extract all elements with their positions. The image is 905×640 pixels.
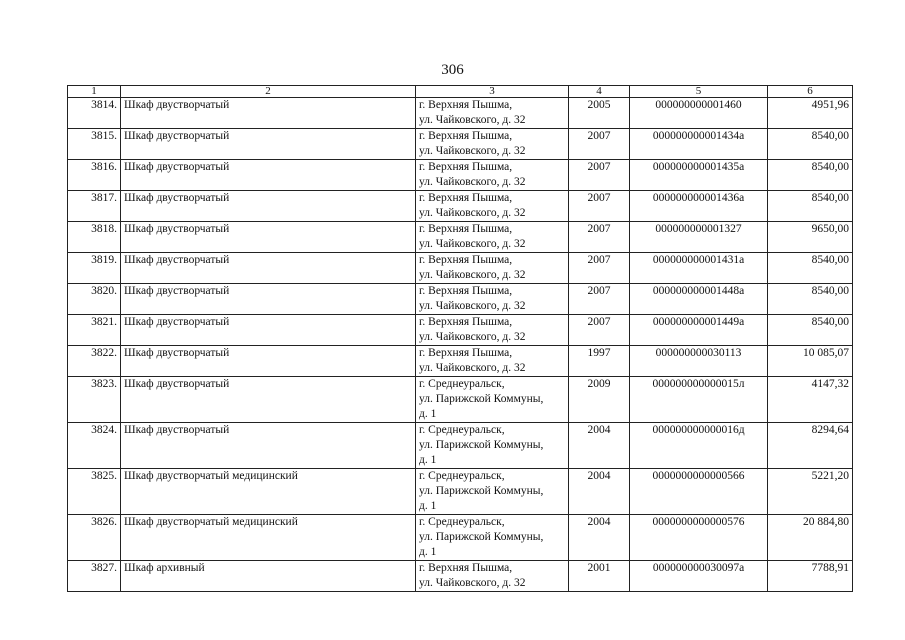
table-row: [68, 315, 853, 346]
item-name: Шкаф двустворчатый: [121, 315, 416, 346]
table-row: [68, 469, 853, 515]
inventory-number: 0000000000000566: [630, 469, 768, 515]
item-cost: 4147,32: [768, 377, 853, 423]
row-number: 3820.: [68, 284, 121, 315]
item-cost: 5221,20: [768, 469, 853, 515]
item-address: г. Верхняя Пышма, ул. Чайковского, д. 32: [416, 346, 569, 377]
item-address: г. Верхняя Пышма, ул. Чайковского, д. 32: [416, 315, 569, 346]
item-address: г. Верхняя Пышма, ул. Чайковского, д. 32: [416, 561, 569, 592]
item-year: 2004: [569, 515, 630, 561]
column-header: 3: [416, 86, 569, 98]
item-year: 2004: [569, 423, 630, 469]
item-cost: 8294,64: [768, 423, 853, 469]
row-number: 3814.: [68, 98, 121, 129]
page-number: 306: [441, 62, 464, 78]
row-number: 3815.: [68, 129, 121, 160]
table-row: [68, 423, 853, 469]
item-name: Шкаф двустворчатый: [121, 253, 416, 284]
item-name: Шкаф двустворчатый: [121, 346, 416, 377]
item-cost: 20 884,80: [768, 515, 853, 561]
item-address: г. Верхняя Пышма, ул. Чайковского, д. 32: [416, 191, 569, 222]
item-year: 2007: [569, 284, 630, 315]
item-name: Шкаф двустворчатый: [121, 160, 416, 191]
item-name: Шкаф двустворчатый: [121, 423, 416, 469]
item-address: г. Верхняя Пышма, ул. Чайковского, д. 32: [416, 129, 569, 160]
item-address: г. Верхняя Пышма, ул. Чайковского, д. 32: [416, 284, 569, 315]
item-address: г. Среднеуральск, ул. Парижской Коммуны, д. 1: [416, 423, 569, 469]
inventory-number: 000000000030097а: [630, 561, 768, 592]
item-cost: 8540,00: [768, 253, 853, 284]
row-number: 3818.: [68, 222, 121, 253]
item-name: Шкаф двустворчатый: [121, 222, 416, 253]
row-number: 3819.: [68, 253, 121, 284]
item-cost: 8540,00: [768, 160, 853, 191]
item-address: г. Среднеуральск, ул. Парижской Коммуны, д. 1: [416, 469, 569, 515]
item-cost: 10 085,07: [768, 346, 853, 377]
table-row: [68, 98, 853, 129]
item-name: Шкаф двустворчатый: [121, 191, 416, 222]
item-name: Шкаф двустворчатый медицинский: [121, 515, 416, 561]
inventory-number: 000000000030113: [630, 346, 768, 377]
item-name: Шкаф двустворчатый медицинский: [121, 469, 416, 515]
table-row: [68, 561, 853, 592]
item-name: Шкаф двустворчатый: [121, 98, 416, 129]
table-row: [68, 129, 853, 160]
item-cost: 8540,00: [768, 129, 853, 160]
item-year: 2007: [569, 222, 630, 253]
table-row: [68, 377, 853, 423]
item-year: 2007: [569, 191, 630, 222]
header-row: [68, 86, 853, 98]
row-number: 3821.: [68, 315, 121, 346]
item-cost: 9650,00: [768, 222, 853, 253]
inventory-table: [67, 85, 853, 592]
column-header: 4: [569, 86, 630, 98]
inventory-number: 000000000001435а: [630, 160, 768, 191]
item-cost: 8540,00: [768, 191, 853, 222]
column-header: 6: [768, 86, 853, 98]
row-number: 3816.: [68, 160, 121, 191]
table-row: [68, 160, 853, 191]
item-address: г. Среднеуральск, ул. Парижской Коммуны, д. 1: [416, 377, 569, 423]
inventory-number: 000000000000016д: [630, 423, 768, 469]
item-name: Шкаф архивный: [121, 561, 416, 592]
item-year: 2001: [569, 561, 630, 592]
item-address: г. Верхняя Пышма, ул. Чайковского, д. 32: [416, 160, 569, 191]
table-row: [68, 515, 853, 561]
column-header: 2: [121, 86, 416, 98]
item-year: 2007: [569, 160, 630, 191]
inventory-number: 000000000001431а: [630, 253, 768, 284]
item-year: 2009: [569, 377, 630, 423]
item-year: 1997: [569, 346, 630, 377]
inventory-number: 000000000001460: [630, 98, 768, 129]
item-cost: 7788,91: [768, 561, 853, 592]
item-name: Шкаф двустворчатый: [121, 129, 416, 160]
item-cost: 4951,96: [768, 98, 853, 129]
item-address: г. Среднеуральск, ул. Парижской Коммуны, д. 1: [416, 515, 569, 561]
row-number: 3817.: [68, 191, 121, 222]
column-header: 5: [630, 86, 768, 98]
row-number: 3823.: [68, 377, 121, 423]
item-cost: 8540,00: [768, 315, 853, 346]
item-year: 2007: [569, 253, 630, 284]
item-year: 2005: [569, 98, 630, 129]
item-address: г. Верхняя Пышма, ул. Чайковского, д. 32: [416, 253, 569, 284]
table-row: [68, 253, 853, 284]
item-year: 2007: [569, 129, 630, 160]
inventory-number: 0000000000000576: [630, 515, 768, 561]
row-number: 3825.: [68, 469, 121, 515]
item-name: Шкаф двустворчатый: [121, 284, 416, 315]
inventory-number: 000000000001327: [630, 222, 768, 253]
item-year: 2007: [569, 315, 630, 346]
inventory-number: 000000000001436а: [630, 191, 768, 222]
item-name: Шкаф двустворчатый: [121, 377, 416, 423]
item-address: г. Верхняя Пышма, ул. Чайковского, д. 32: [416, 98, 569, 129]
column-header: 1: [68, 86, 121, 98]
row-number: 3824.: [68, 423, 121, 469]
table-row: [68, 284, 853, 315]
inventory-number: 000000000000015л: [630, 377, 768, 423]
item-cost: 8540,00: [768, 284, 853, 315]
table-row: [68, 346, 853, 377]
table-row: [68, 222, 853, 253]
row-number: 3822.: [68, 346, 121, 377]
item-address: г. Верхняя Пышма, ул. Чайковского, д. 32: [416, 222, 569, 253]
row-number: 3826.: [68, 515, 121, 561]
inventory-number: 000000000001448а: [630, 284, 768, 315]
inventory-number: 000000000001434а: [630, 129, 768, 160]
inventory-number: 000000000001449а: [630, 315, 768, 346]
table-row: [68, 191, 853, 222]
item-year: 2004: [569, 469, 630, 515]
table-body: [68, 98, 853, 592]
row-number: 3827.: [68, 561, 121, 592]
